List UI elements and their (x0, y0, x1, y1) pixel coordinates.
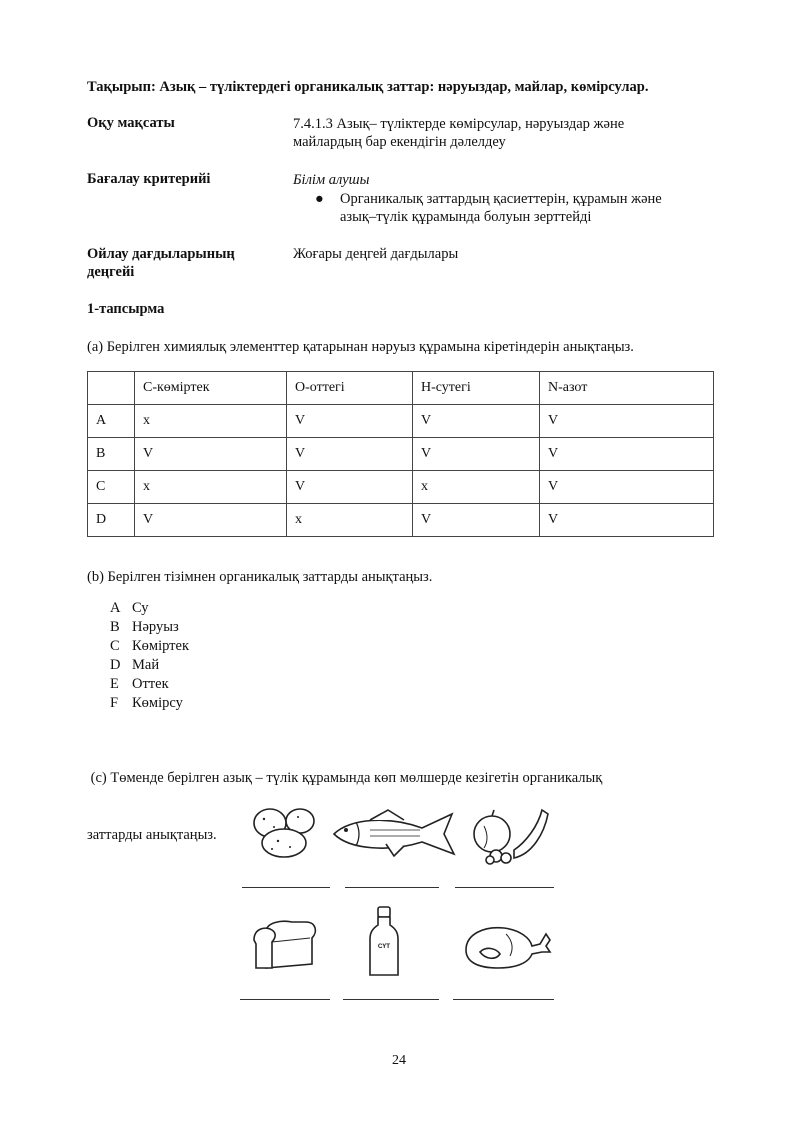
option-letter: F (110, 695, 119, 711)
table-cell: x (287, 504, 413, 537)
options-list (110, 599, 189, 713)
option-letter: B (110, 619, 120, 635)
table-header-cell: N-азот (540, 372, 714, 405)
table-cell: C (88, 471, 135, 504)
table-row (88, 504, 714, 537)
table-cell: V (413, 438, 540, 471)
table-cell: x (135, 471, 287, 504)
table-cell: V (287, 471, 413, 504)
table-header-row (88, 372, 714, 405)
option-letter: E (110, 676, 119, 692)
table-cell: B (88, 438, 135, 471)
chicken-icon (460, 922, 552, 972)
answer-line[interactable] (455, 887, 554, 888)
option-text: Оттек (132, 676, 169, 692)
table-cell: V (413, 504, 540, 537)
list-item (110, 675, 189, 694)
criteria-subtitle: Білім алушы (293, 172, 370, 188)
answer-line[interactable] (453, 999, 554, 1000)
objective-line-2: майлардың бар екендігін дәлелдеу (293, 134, 506, 150)
answer-line[interactable] (242, 887, 330, 888)
thinking-label-line-1: Ойлау дағдыларының (87, 246, 235, 262)
answer-line[interactable] (343, 999, 439, 1000)
list-item (110, 599, 189, 618)
table-cell: V (135, 438, 287, 471)
option-text: Су (132, 600, 149, 616)
table-cell: V (413, 405, 540, 438)
table-header-cell (88, 372, 135, 405)
option-text: Нәруыз (132, 619, 179, 635)
table-row (88, 405, 714, 438)
criteria-bullet-line-1: Органикалық заттардың қасиеттерін, құрамын және (340, 191, 662, 207)
part-b-question: (b) Берілген тізімнен органикалық заттарды анықтаңыз. (87, 569, 433, 585)
task-heading: 1-тапсырма (87, 301, 165, 317)
answer-line[interactable] (240, 999, 330, 1000)
table-cell: x (135, 405, 287, 438)
page-title: Тақырып: Азық – түліктердегі органикалық заттар: нәруыздар, майлар, көмірсулар. (87, 79, 649, 95)
table-cell: V (540, 405, 714, 438)
criteria-label: Бағалау критерийі (87, 171, 211, 187)
table-cell: A (88, 405, 135, 438)
table-header-cell: H-сутегі (413, 372, 540, 405)
part-c-line-1: (c) Төменде берілген азық – түлік құрамында көп мөлшерде кезігетін органикалық (87, 770, 603, 786)
bread-icon (252, 918, 318, 970)
list-item (110, 656, 189, 675)
part-a-question: (a) Берілген химиялық элементтер қатарынан нәруыз құрамына кіретіндерін анықтаңыз. (87, 339, 634, 355)
option-text: Май (132, 657, 160, 673)
page-number: 24 (392, 1053, 406, 1068)
criteria-bullet (315, 190, 718, 226)
table-header-cell: C-көміртек (135, 372, 287, 405)
elements-table (87, 371, 714, 537)
objective-line-1: 7.4.1.3 Азық– түліктерде көмірсулар, нәруыздар және (293, 116, 625, 132)
part-c-line-2: заттарды анықтаңыз. (87, 827, 217, 843)
answer-line[interactable] (345, 887, 439, 888)
thinking-value: Жоғары деңгей дағдылары (293, 246, 459, 262)
milk-label: СҮТ (377, 943, 391, 950)
thinking-label-line-2: деңгейі (87, 264, 135, 280)
option-letter: C (110, 638, 120, 654)
table-cell: x (413, 471, 540, 504)
table-cell: V (287, 438, 413, 471)
thinking-label (87, 245, 235, 281)
option-text: Көмірсу (132, 695, 183, 711)
fish-icon (330, 808, 460, 860)
list-item (110, 637, 189, 656)
objective-label: Оқу мақсаты (87, 115, 175, 131)
table-cell: V (540, 504, 714, 537)
table-row (88, 438, 714, 471)
fruit-vegetables-icon (470, 806, 550, 866)
table-row (88, 471, 714, 504)
list-item (110, 618, 189, 637)
bullet-icon: ● (315, 191, 324, 207)
milk-bottle-icon (366, 905, 402, 979)
option-letter: D (110, 657, 121, 673)
potatoes-icon (250, 803, 320, 863)
option-letter: A (110, 600, 121, 616)
table-header-cell: O-оттегі (287, 372, 413, 405)
table-cell: V (287, 405, 413, 438)
list-item (110, 694, 189, 713)
table-cell: D (88, 504, 135, 537)
table-cell: V (135, 504, 287, 537)
table-cell: V (540, 471, 714, 504)
objective-value (293, 115, 624, 151)
table-cell: V (540, 438, 714, 471)
option-text: Көміртек (132, 638, 190, 654)
criteria-bullet-line-2: азық–түлік құрамында болуын зерттейді (340, 209, 592, 225)
